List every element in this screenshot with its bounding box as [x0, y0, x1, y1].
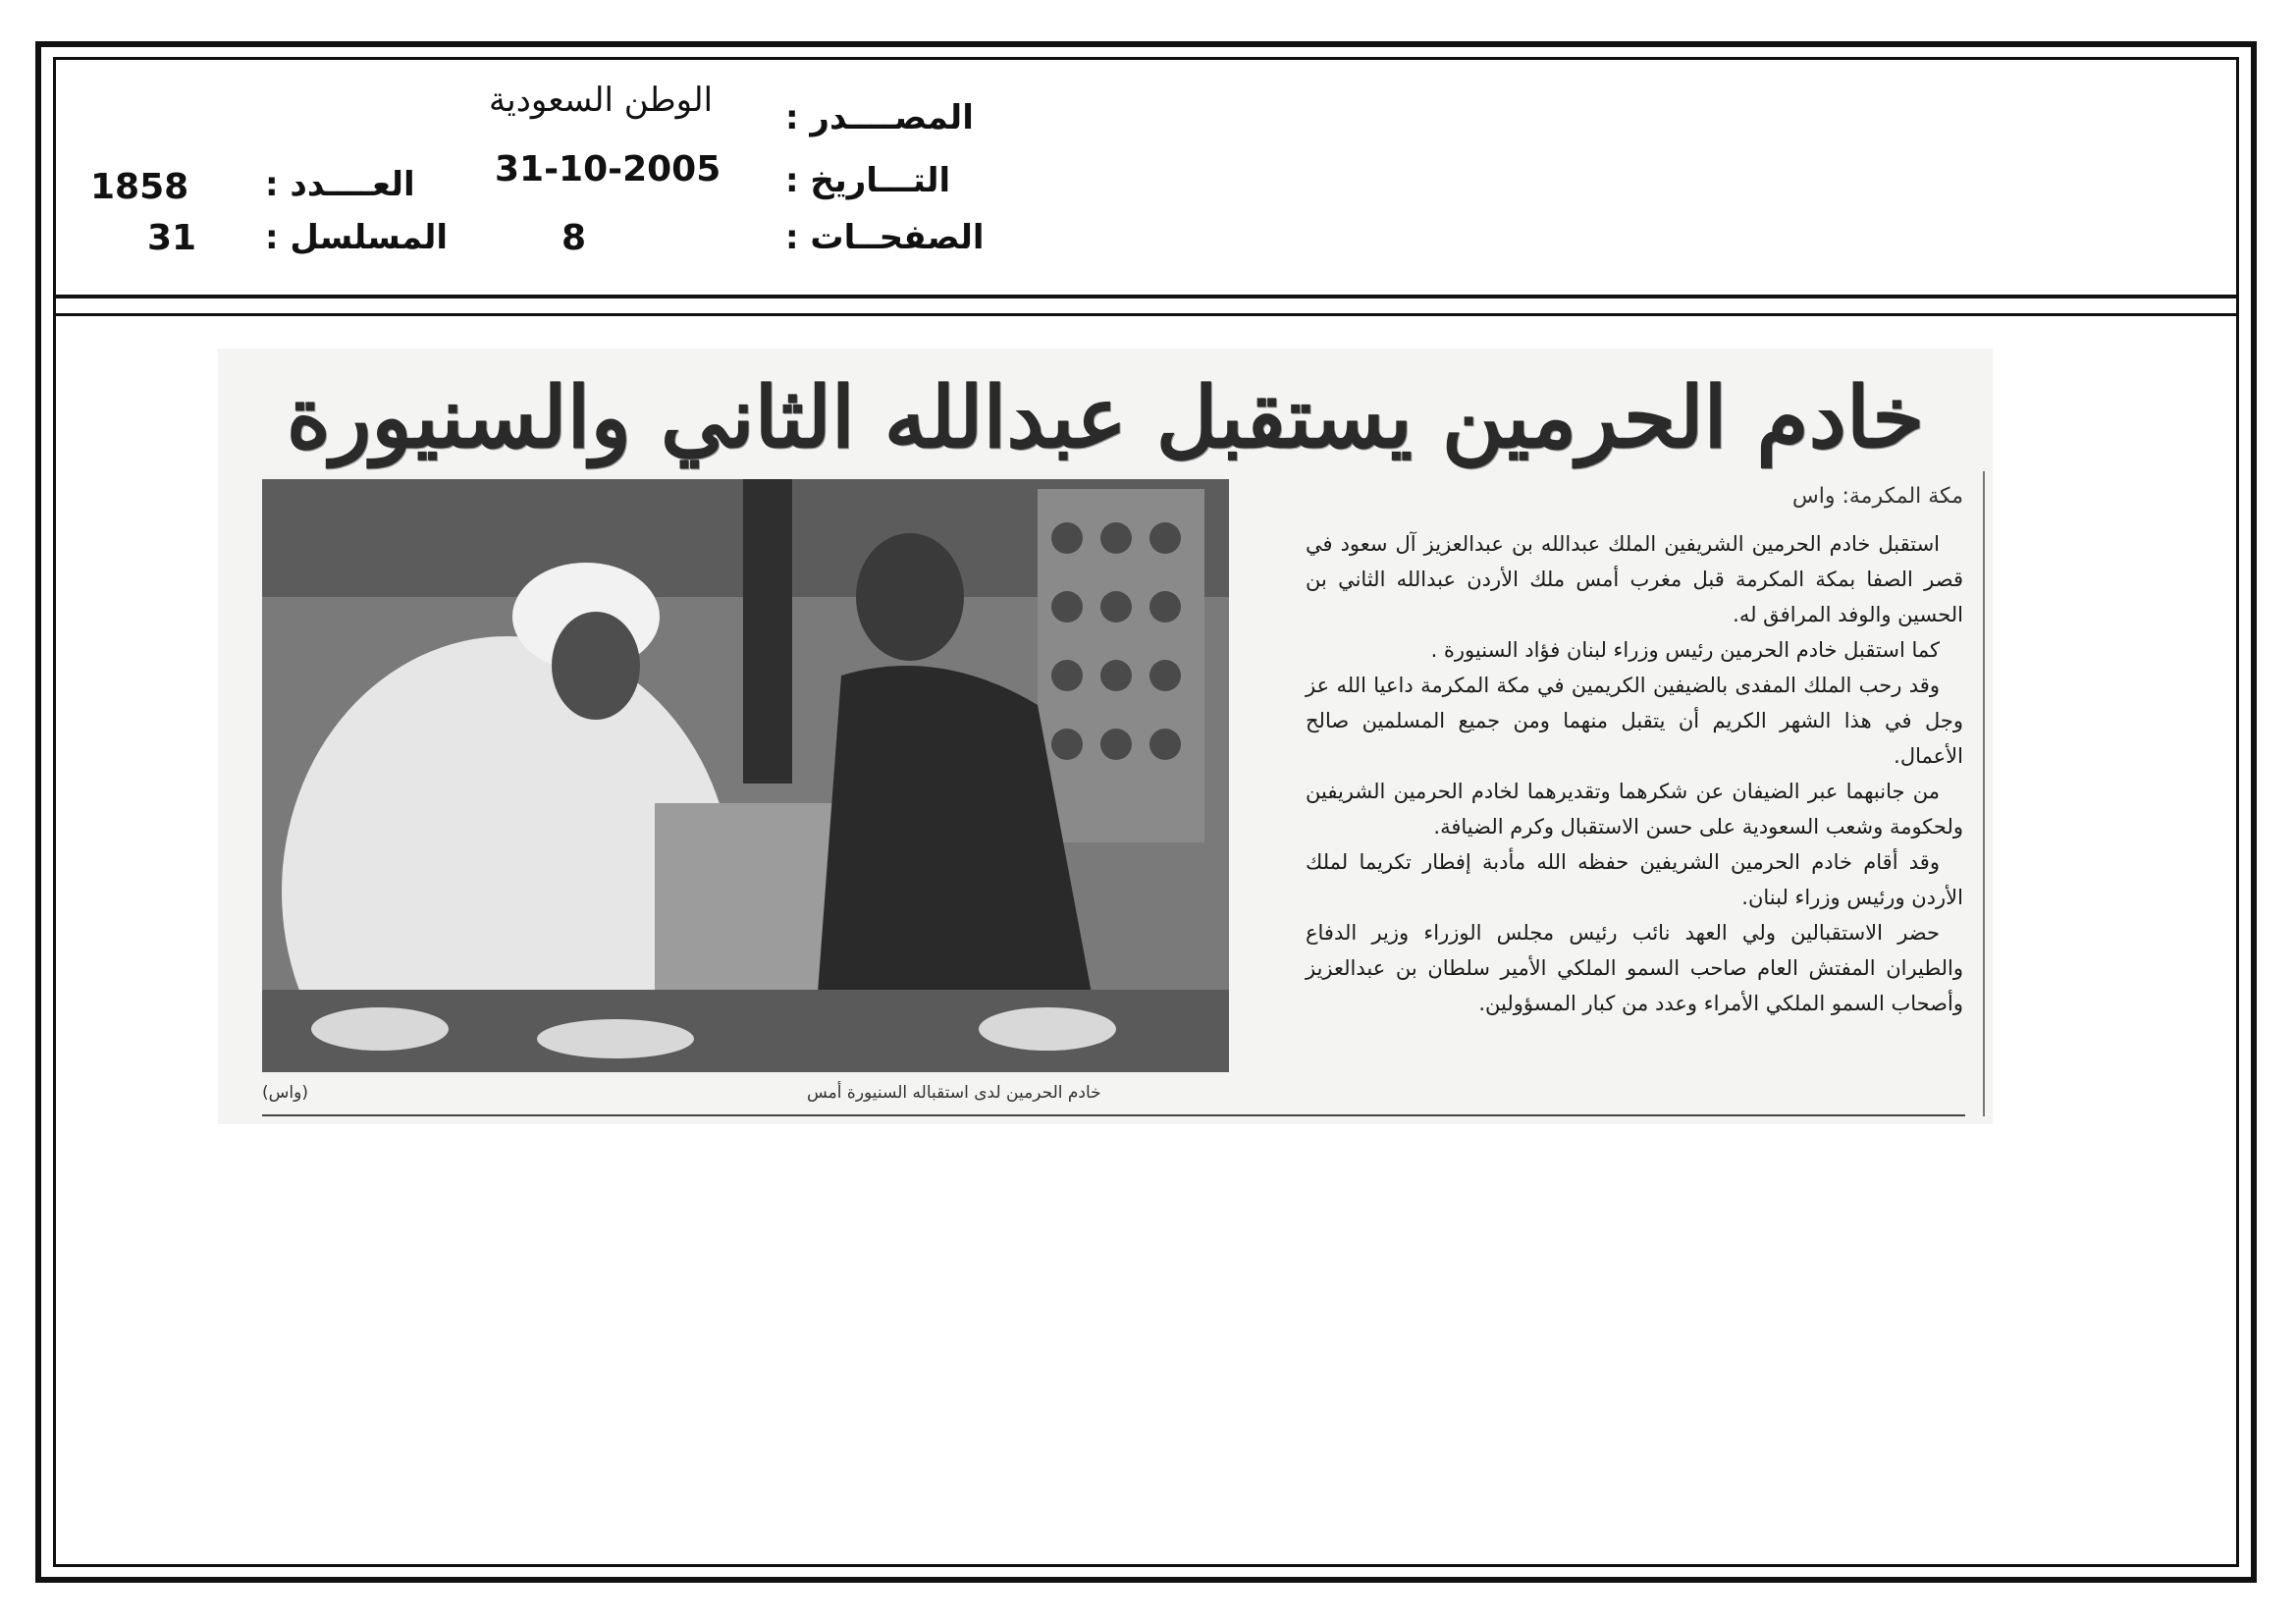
header-divider: [53, 295, 2239, 316]
photo-illustration: [262, 479, 1229, 1072]
article-photo: [262, 479, 1229, 1072]
date-value: 31-10-2005: [495, 149, 721, 189]
article-body: [1306, 479, 1963, 1021]
serial-label: المسلسل :: [265, 218, 449, 257]
source-value: الوطن السعودية: [489, 81, 714, 120]
article-paragraph: من جانبهما عبر الضيفان عن شكرهما وتقديرهما لخادم الحرمين الشريفين ولحكومة وشعب السعودية على حسن الاستقبال وكرم الضيافة.: [1306, 780, 1963, 839]
issue-label: العــــدد :: [265, 165, 415, 204]
issue-value: 1858: [90, 167, 189, 207]
pages-value: 8: [561, 218, 587, 258]
photo-caption: خادم الحرمين لدى استقباله السنيورة أمس: [807, 1083, 1101, 1103]
pages-label: الصفحــات :: [785, 218, 985, 257]
photo-credit: (واس): [262, 1083, 308, 1103]
article-dateline: مكة المكرمة: واس: [1791, 484, 1963, 509]
date-label: التـــاريخ :: [785, 161, 951, 200]
article-paragraph: استقبل خادم الحرمين الشريفين الملك عبدالله بن عبدالعزيز آل سعود في قصر الصفا بمكة المكرمة قبل مغرب أمس ملك الأردن عبدالله الثاني بن الحسين والوفد المرافق له.: [1306, 532, 1963, 626]
article-paragraph: وقد أقام خادم الحرمين الشريفين حفظه الله مأدبة إفطار تكريما لملك الأردن ورئيس وزراء لبنان.: [1306, 850, 1963, 909]
article-paragraph: وقد رحب الملك المفدى بالضيفين الكريمين في مكة المكرمة داعيا الله عز وجل في هذا الشهر الكريم أن يتقبل منهما ومن جميع المسلمين صالح الأعمال.: [1306, 674, 1963, 768]
clipping-right-rule: [1983, 471, 1985, 1116]
source-label: المصــــدر :: [785, 98, 974, 137]
serial-value: 31: [147, 218, 197, 258]
article-paragraph: كما استقبل خادم الحرمين رئيس وزراء لبنان فؤاد السنيورة .: [1430, 638, 1940, 662]
newspaper-clipping: [218, 349, 1993, 1124]
article-headline: خادم الحرمين يستقبل عبدالله الثاني والسنيورة: [286, 368, 1925, 467]
clipping-bottom-rule: [262, 1114, 1965, 1116]
article-paragraph: حضر الاستقبالين ولي العهد نائب رئيس مجلس الوزراء وزير الدفاع والطيران المفتش العام صاحب السمو الملكي الأمير سلطان بن عبدالعزيز وأصحاب السمو الملكي الأمراء وعدد من كبار المسؤولين.: [1306, 921, 1963, 1015]
